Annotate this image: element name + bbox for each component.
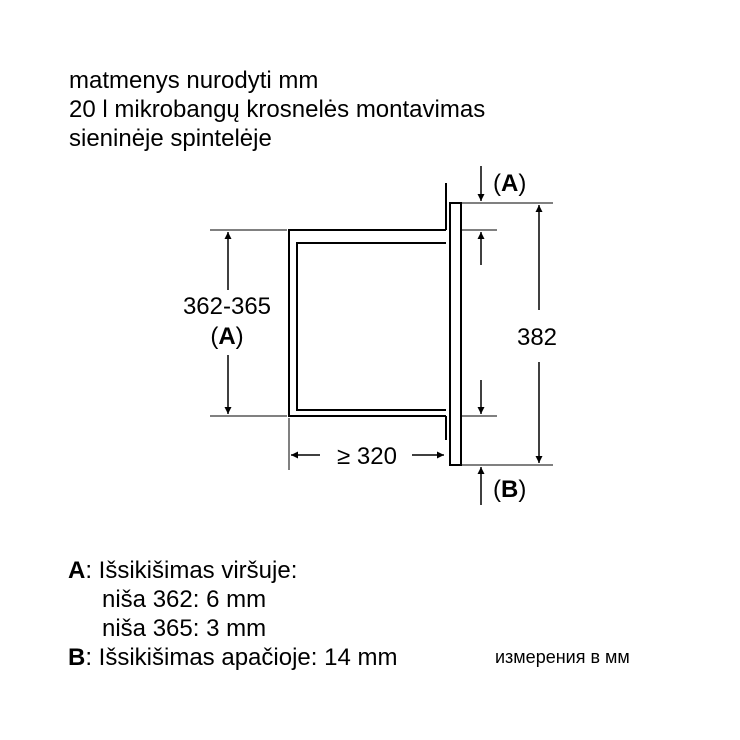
legend-row-a bbox=[68, 556, 397, 585]
legend-text-a: : Išsikišimas viršuje: bbox=[85, 557, 298, 584]
legend-row-b bbox=[68, 643, 397, 672]
cabinet-niche-inner bbox=[297, 243, 446, 410]
title-line-1: matmenys nurodyti mm bbox=[69, 67, 319, 94]
microwave-front-frame bbox=[450, 203, 461, 465]
legend bbox=[68, 556, 397, 672]
height-ref-label: (A) bbox=[210, 323, 244, 350]
height-range-label: 362-365 bbox=[182, 293, 272, 320]
legend-text-b: : Išsikišimas apačioje: 14 mm bbox=[85, 644, 398, 671]
top-ref-label: (A) bbox=[493, 170, 527, 197]
legend-a-item-1: niša 362: 6 mm bbox=[102, 586, 267, 613]
depth-label: ≥ 320 bbox=[337, 443, 397, 470]
legend-a-item-2: niša 365: 3 mm bbox=[102, 615, 267, 642]
total-height-label: 382 bbox=[516, 324, 558, 351]
russian-units-note: измерения в мм bbox=[495, 647, 630, 667]
title-line-3: sieninėje spintelėje bbox=[69, 125, 272, 152]
legend-key-a: A bbox=[68, 557, 86, 584]
title-line-2: 20 l mikrobangų krosnelės montavimas bbox=[69, 96, 486, 123]
cabinet-niche-outline bbox=[289, 230, 446, 416]
bottom-ref-label: (B) bbox=[493, 476, 527, 503]
legend-key-b: B bbox=[68, 644, 86, 671]
